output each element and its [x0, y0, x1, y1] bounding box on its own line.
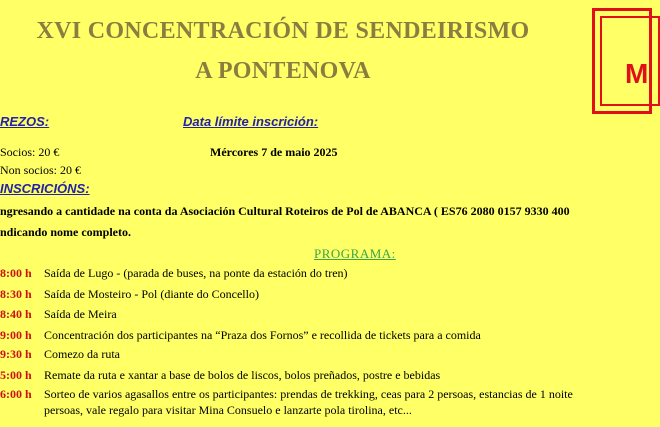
program-desc: Concentración dos participantes na “Praza dos Fornos” e recollida de tickets para a comida	[44, 328, 481, 342]
program-time: 9:30 h	[0, 347, 32, 361]
price-socios: Socios: 20 €	[0, 145, 60, 159]
program-time: 8:00 h	[0, 266, 32, 280]
program-desc: Remate da ruta e xantar a base de bolos de liscos, bolos preñados, postre e bebidas	[44, 368, 441, 382]
program-desc: Saída de Lugo - (parada de buses, na ponte da estación do tren)	[44, 266, 348, 280]
program-desc: Comezo da ruta	[44, 347, 120, 361]
program-time: 5:00 h	[0, 368, 32, 382]
deadline-heading: Data límite inscrición:	[183, 114, 319, 129]
program-time: 6:00 h	[0, 387, 32, 401]
logo-letter: M	[625, 58, 649, 89]
program-desc: Saída de Mosteiro - Pol (diante do Concello)	[44, 287, 259, 301]
deadline-date: Mércores 7 de maio 2025	[210, 145, 338, 159]
inscriptions-heading: INSCRICIÓNS:	[0, 181, 90, 196]
program-time: 9:00 h	[0, 328, 32, 342]
program-desc-continuation: persoas, vale regalo para visitar Mina Consuelo e lanzarte pola tirolina, etc...	[44, 403, 412, 417]
program-desc: Sorteo de varios agasallos entre os participantes: prendas de trekking, ceas para 2 persoas, estancias de 1 noite	[44, 387, 573, 401]
prices-heading: REZOS:	[0, 114, 50, 129]
programa-heading: PROGRAMA:	[314, 246, 396, 261]
program-time: 8:40 h	[0, 307, 32, 321]
program-desc: Saída de Meira	[44, 307, 117, 321]
title-line-1: XVI CONCENTRACIÓN DE SENDEIRISMO	[36, 18, 530, 44]
inscriptions-line-1: ngresando a cantidade na conta da Asociación Cultural Roteiros de Pol de ABANCA ( ES76 2080 0157 9330 400	[0, 204, 570, 218]
title-line-2: A PONTENOVA	[195, 58, 371, 84]
inscriptions-line-2: ndicando nome completo.	[0, 225, 132, 239]
program-time: 8:30 h	[0, 287, 32, 301]
price-non-socios: Non socios: 20 €	[0, 163, 81, 177]
